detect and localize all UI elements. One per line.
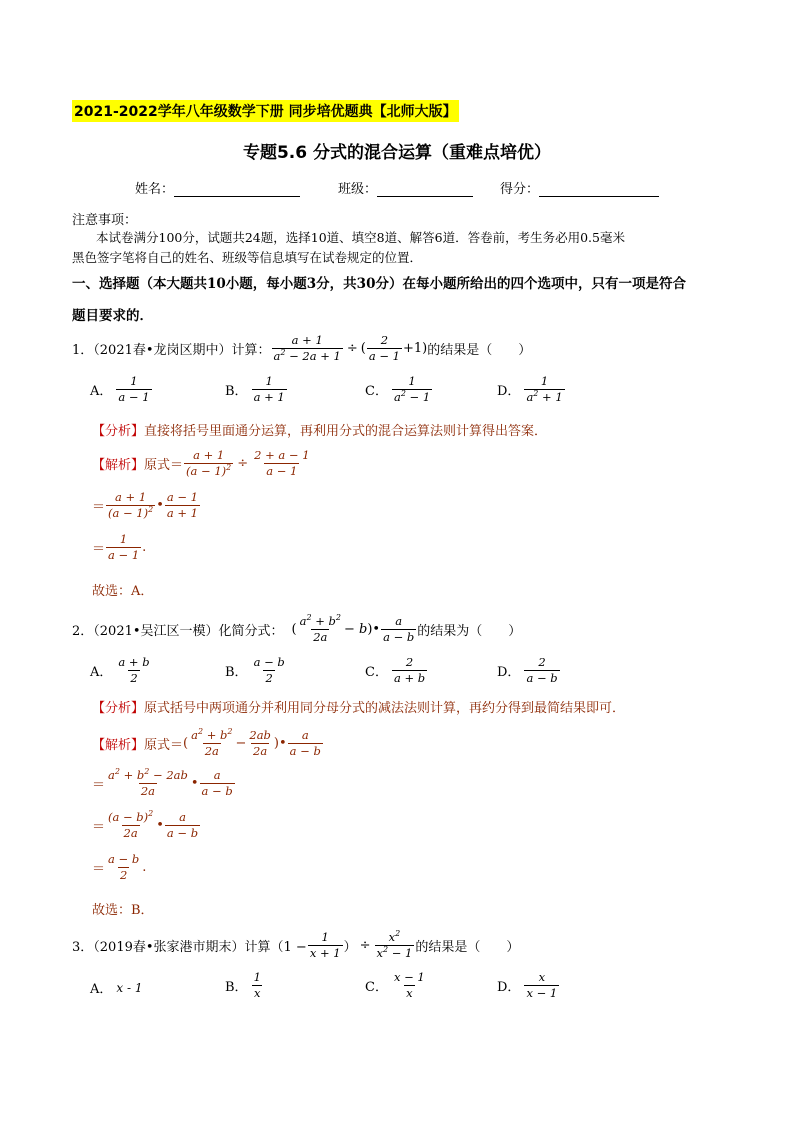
q1-analysis-text: 直接将括号里面通分运算，再利用分式的混合运算法则计算得出答案． bbox=[144, 424, 548, 439]
q2-analysis-tag: 【分析】 bbox=[92, 701, 145, 716]
q1-analysis bbox=[92, 420, 547, 439]
q3-option-b-value: $\frac{1}{x}$ bbox=[253, 970, 261, 1000]
notes-heading: 注意事项： bbox=[72, 213, 138, 228]
class-label: 班级： bbox=[338, 182, 378, 197]
q2-step1-minus: − bbox=[235, 736, 247, 751]
q2-step3-dot: • bbox=[156, 818, 164, 833]
q3-option-d-label: D． bbox=[497, 980, 521, 995]
page-title: 专题5.6 分式的混合运算（重难点培优） bbox=[242, 143, 552, 163]
q1-option-d[interactable] bbox=[497, 374, 566, 405]
q2-step2-dot: • bbox=[190, 776, 199, 791]
q2-option-c-label: C． bbox=[365, 665, 388, 680]
q3-option-d-value: $\frac{x}{x - 1}$ bbox=[526, 970, 558, 1000]
q2-solution-step-1 bbox=[92, 728, 324, 759]
question-1-suffix: 的结果是（ ） bbox=[427, 343, 532, 358]
q1-plus-one: +1) bbox=[402, 341, 428, 356]
q2-paren-open: ( bbox=[291, 622, 297, 637]
notes-line-1: 本试卷满分100分，试题共24题，选择10道、填空8道、解答6道．答卷前，考生务必用0.5毫米 bbox=[96, 230, 625, 245]
q1-option-c-value: $\frac{1}{a^2 - 1}$ bbox=[393, 374, 431, 404]
score-label: 得分： bbox=[500, 182, 540, 197]
question-1-prefix: 1．（2021春•龙岗区期中）计算： bbox=[72, 343, 271, 358]
name-blank bbox=[174, 182, 300, 197]
q3-paren-close: ） bbox=[343, 940, 357, 955]
notes-line-2: 黑色签字笔将自己的姓名、班级等信息填写在试卷规定的位置． bbox=[72, 250, 423, 265]
q2-answer: 故选：B． bbox=[92, 903, 154, 918]
q1-solution-tag: 【解析】 bbox=[92, 458, 145, 473]
q2-solution-step-4 bbox=[92, 852, 146, 883]
q1-option-b-value: $\frac{1}{a + 1}$ bbox=[253, 374, 285, 404]
q2-step3-fraction-2: $\frac{a}{a - b}$ bbox=[166, 810, 199, 840]
score-blank bbox=[539, 182, 659, 197]
q2-paren-close: ) bbox=[367, 622, 373, 637]
q1-option-b-label: B． bbox=[225, 384, 248, 399]
q3-fraction-2: $\frac{x^2}{x^2 - 1}$ bbox=[376, 929, 413, 960]
q2-step2-equals: ＝ bbox=[92, 778, 106, 793]
q3-fraction-1: $\frac{1}{x + 1}$ bbox=[309, 930, 341, 960]
class-field bbox=[338, 178, 473, 197]
q3-option-a-value: x - 1 bbox=[116, 980, 143, 995]
question-1-stem bbox=[72, 333, 531, 364]
q1-option-b[interactable] bbox=[225, 374, 288, 405]
q2-option-c-value: $\frac{2}{a + b}$ bbox=[393, 655, 426, 685]
q2-step1-dot: • bbox=[279, 736, 287, 751]
q1-fraction-1: $\frac{a + 1}{a^2 - 2a + 1}$ bbox=[273, 333, 341, 363]
q3-option-c-label: C． bbox=[365, 980, 388, 995]
q1-step1-divide: ÷ bbox=[237, 456, 249, 471]
q1-step2-fraction-2: $\frac{a - 1}{a + 1}$ bbox=[166, 490, 198, 520]
series-banner: 2021-2022学年八年级数学下册 同步培优题典【北师大版】 bbox=[72, 100, 459, 122]
question-2-stem bbox=[72, 614, 521, 645]
q1-step2-equals: ＝ bbox=[92, 500, 106, 515]
q2-option-b-label: B． bbox=[225, 665, 248, 680]
q2-option-d[interactable] bbox=[497, 655, 561, 686]
section-heading-line-2: 题目要求的． bbox=[72, 308, 153, 324]
q1-option-a-value: $\frac{1}{a - 1}$ bbox=[118, 374, 150, 404]
q3-option-b-label: B． bbox=[225, 980, 248, 995]
name-label: 姓名： bbox=[135, 182, 175, 197]
q2-option-d-label: D． bbox=[497, 665, 521, 680]
q1-option-d-value: $\frac{1}{a^2 + 1}$ bbox=[526, 374, 563, 404]
q3-option-a[interactable] bbox=[90, 978, 142, 997]
q3-option-a-label: A． bbox=[90, 982, 113, 997]
q3-paren-open: （1 − bbox=[270, 940, 307, 955]
score-field bbox=[500, 178, 659, 197]
q3-option-c[interactable] bbox=[365, 970, 428, 1001]
q2-step1-fraction-2: $\frac{2ab}{2a}$ bbox=[249, 728, 271, 758]
q3-option-c-value: $\frac{x - 1}{x}$ bbox=[393, 970, 425, 1000]
question-2-suffix: 的结果为（ ） bbox=[417, 624, 522, 639]
q1-option-c[interactable] bbox=[365, 374, 433, 405]
q2-step4-equals: ＝ bbox=[92, 862, 106, 877]
q2-step1-fraction-1: $\frac{a^2 + b^2}{2a}$ bbox=[191, 727, 233, 758]
q1-option-c-label: C． bbox=[365, 384, 388, 399]
q1-divide-sign: ÷ bbox=[346, 341, 358, 356]
q2-minus-b: − b bbox=[343, 622, 368, 637]
q1-step1-fraction-1: $\frac{a + 1}{(a - 1)^2}$ bbox=[186, 448, 232, 478]
question-3-stem bbox=[72, 930, 519, 961]
q2-step1-paren-open: ( bbox=[183, 736, 189, 751]
q1-step3-equals: ＝ bbox=[92, 542, 106, 557]
q2-analysis-text: 原式括号中两项通分并利用同分母分式的减法法则计算，再约分得到最简结果即可． bbox=[144, 701, 626, 716]
q1-solution-lead: 原式＝ bbox=[144, 458, 184, 473]
q2-solution-tag: 【解析】 bbox=[92, 738, 145, 753]
q3-option-d[interactable] bbox=[497, 970, 560, 1001]
q1-solution-step-3 bbox=[92, 532, 146, 563]
q2-option-a-value: $\frac{a + b}{2}$ bbox=[118, 655, 150, 685]
q2-step3-fraction-1: $\frac{(a - b)^2}{2a}$ bbox=[108, 809, 154, 840]
q1-step3-period: . bbox=[142, 540, 147, 555]
q1-option-a-label: A． bbox=[90, 384, 113, 399]
question-2-prefix: 2．（2021•吴江区一模）化简分式： bbox=[72, 624, 284, 639]
q2-fraction-1: $\frac{a^2 + b^2}{2a}$ bbox=[299, 613, 341, 644]
q1-option-d-label: D． bbox=[497, 384, 521, 399]
q2-step4-fraction: $\frac{a - b}{2}$ bbox=[108, 852, 140, 882]
name-field bbox=[135, 178, 300, 197]
q1-step1-fraction-2: $\frac{2 + a - 1}{a - 1}$ bbox=[254, 448, 310, 478]
q2-step1-paren-close: ) bbox=[273, 736, 279, 751]
q1-step2-fraction-1: $\frac{a + 1}{(a - 1)^2}$ bbox=[108, 490, 154, 520]
question-3-prefix: 3．（2019春•张家港市期末）计算 bbox=[72, 940, 271, 955]
q2-step1-fraction-3: $\frac{a}{a - b}$ bbox=[289, 728, 321, 758]
q1-step2-dot: • bbox=[156, 498, 164, 513]
q2-dot: • bbox=[372, 622, 381, 637]
q2-step2-fraction-1: $\frac{a^2 + b^2 - 2ab}{2a}$ bbox=[108, 767, 188, 798]
q2-step3-equals: ＝ bbox=[92, 820, 106, 835]
q1-fraction-2: $\frac{2}{a - 1}$ bbox=[368, 333, 400, 363]
q3-option-b[interactable] bbox=[225, 970, 264, 1001]
q1-step3-fraction: $\frac{1}{a - 1}$ bbox=[108, 532, 140, 562]
q2-option-a-label: A． bbox=[90, 665, 113, 680]
question-3-suffix: 的结果是（ ） bbox=[415, 940, 520, 955]
q2-option-b-value: $\frac{a - b}{2}$ bbox=[253, 655, 285, 685]
class-blank bbox=[377, 182, 473, 197]
q2-option-d-value: $\frac{2}{a - b}$ bbox=[526, 655, 558, 685]
q1-answer: 故选：A． bbox=[92, 584, 154, 599]
q2-option-b[interactable] bbox=[225, 655, 288, 686]
q1-solution-step-1 bbox=[92, 448, 313, 479]
q3-divide: ÷ bbox=[359, 938, 371, 953]
section-heading-line-1: 一、选择题（本大题共10小题，每小题3分，共30分）在每小题所给出的四个选项中，只有一项是符合 bbox=[72, 276, 686, 292]
q2-solution-lead: 原式＝ bbox=[144, 738, 184, 753]
q1-solution-step-2 bbox=[92, 490, 201, 521]
q1-analysis-tag: 【分析】 bbox=[92, 424, 145, 439]
q2-fraction-2: $\frac{a}{a - b}$ bbox=[383, 614, 415, 644]
q1-paren-open: ( bbox=[360, 341, 366, 356]
q2-step4-period: . bbox=[142, 860, 147, 875]
q2-step2-fraction-2: $\frac{a}{a - b}$ bbox=[201, 768, 233, 798]
q2-analysis bbox=[92, 697, 625, 716]
q1-option-a[interactable] bbox=[90, 374, 153, 405]
q2-option-c[interactable] bbox=[365, 655, 428, 686]
q2-option-a[interactable] bbox=[90, 655, 153, 686]
q2-solution-step-2 bbox=[92, 768, 236, 799]
q2-solution-step-3 bbox=[92, 810, 201, 841]
